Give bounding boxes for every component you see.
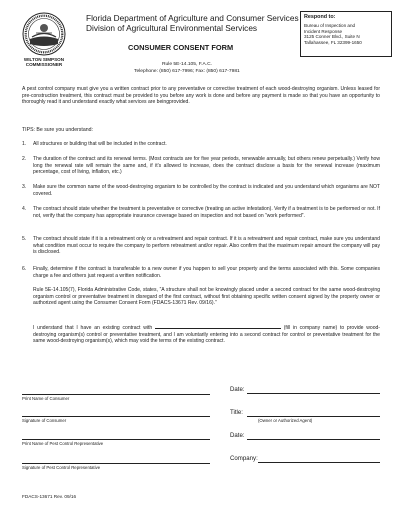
company-line[interactable] <box>258 462 380 463</box>
consumer-name-line[interactable] <box>22 394 210 395</box>
form-number-footer: FDACS-13671 Rev. 09/16 <box>22 494 77 499</box>
department-seal-logo <box>22 12 66 56</box>
consumer-name-caption: Print Name of Consumer <box>22 396 70 401</box>
commissioner-name: WILTON SIMPSON <box>23 57 65 62</box>
rep-name-caption: Print Name of Pest Control Representative <box>22 441 104 446</box>
respond-address-line: Tallahassee, FL 32399-1650 <box>304 39 362 45</box>
acknowledgement-text: to provide wood-destroying organism(s) control or preventative treatment, and I am voluntarily entering into a second contract for control or preventative treatment for the same wood-destroying organism(s), which may void the terms of the existing contract. <box>33 325 380 345</box>
tip-text: All structures or building that will be included in the contract. <box>33 141 167 147</box>
agency-name: Florida Department of Agriculture and Consumer Services <box>86 13 299 23</box>
commissioner-title: COMMISSIONER <box>25 62 63 68</box>
division-name: Division of Agricultural Environmental Services <box>86 23 258 33</box>
tip-text: The contract should state whether the treatment is preventative or corrective (treating an active infestation). Verify if a treatment is to be performed or not. If not, verify that the company has appropriate insurance coverage based on inspection and not based on “work performed”. <box>33 206 380 219</box>
tip-number: 6. <box>22 266 27 272</box>
title-note: (Owner or Authorized Agent) <box>258 418 313 423</box>
rep-date-line[interactable] <box>247 439 380 440</box>
seal-caption <box>12 57 76 68</box>
respond-address-line: Incident Response <box>304 28 343 34</box>
acknowledgement-text: I understand that I have an existing contract with <box>33 325 153 331</box>
tip-text: The contract should state if it is a retreatment only or a retreatment and repair contract. If it is a retreatment and repair contract, make sure you understand what condition must occur to require the company to perform retreatment and/or repair. Also confirm that the maximum repair amount the company will pay is disclosed. <box>33 236 380 256</box>
tip-number: 2. <box>22 156 27 162</box>
admin-code-quote: Rule 5E-14.105(7), Florida Administrative Code, states, “A structure shall not be knowingly placed under a second contract for the same wood-destroying organism control or preventative treatment in disregard of the first contract, without first obtaining specific written consent signed by the property owner or authorized agent using the Consumer Consent Form (FDACS-13671 Rev. 09/16).” <box>33 287 380 307</box>
consumer-signature-line[interactable] <box>22 416 210 417</box>
consumer-signature-caption: Signature of Consumer <box>22 418 67 423</box>
form-title: CONSUMER CONSENT FORM <box>128 43 234 52</box>
tip-text: The duration of the contract and its renewal terms. (Most contracts are for five year periods, renewable annually, but others renew perpetually.) Verify how long the renewal rate will remain the same and, if it's allowed to increase, does the contract disclose a basis for the renewal increase (maximum percentage, cost of living, inflation, etc.) <box>33 156 380 176</box>
title-line[interactable] <box>247 416 380 417</box>
respond-address-line: 3125 Conner Blvd., Suite N <box>304 34 360 40</box>
rep-signature-line[interactable] <box>22 463 210 464</box>
fill-in-note: (fill in company name) <box>283 325 338 331</box>
intro-paragraph: A pest control company must give you a written contract prior to any preventative or corrective treatment of each wood-destroying organism. Unless leased for pre-construction treatment, this contract must be provided to you before any work is done and before any payment is made so that you have an opportunity to thoroughly read it and understand exactly what services are beingprovided. <box>22 86 380 106</box>
respond-address-line: Bureau of Inspection and <box>304 23 356 28</box>
rep-name-line[interactable] <box>22 439 210 440</box>
agency-header <box>86 13 299 33</box>
date-label: Date: <box>230 386 245 393</box>
tip-item <box>22 236 380 256</box>
respond-to-heading: Respond to: <box>304 14 336 20</box>
tip-item <box>22 184 380 197</box>
rule-reference: Rule 5E-14.105, F.A.C. <box>162 62 213 67</box>
tip-text: Make sure the common name of the wood-destroying organism to be controlled by the contract is indicated and you understand which organisms are NOT covered. <box>33 184 380 197</box>
tip-number: 3. <box>22 184 27 190</box>
tip-item <box>22 206 380 219</box>
respond-to-box <box>300 11 392 57</box>
tip-number: 4. <box>22 206 27 212</box>
tip-item <box>22 141 380 148</box>
consumer-date-line[interactable] <box>247 393 380 394</box>
date-label: Date: <box>230 432 245 439</box>
rep-signature-caption: Signature of Pest Control Representative <box>22 465 101 470</box>
title-label: Title: <box>230 409 243 416</box>
tips-heading: TIPS: Be sure you understand: <box>22 127 93 133</box>
tip-item <box>22 266 380 279</box>
company-name-blank[interactable] <box>155 324 281 329</box>
tip-text: Finally, determine if the contract is transferable to a new owner if you happen to sell your property and the terms associated with this. Some companies charge a fee and others just request a written notification. <box>33 266 380 279</box>
acknowledgement-paragraph <box>33 324 380 345</box>
contact-phones: Telephone: (850) 617-7996; Fax: (850) 617-7981 <box>134 69 240 74</box>
company-label: Company: <box>230 455 258 462</box>
tip-number: 5. <box>22 236 27 242</box>
tip-item <box>22 156 380 176</box>
tip-number: 1. <box>22 141 27 147</box>
